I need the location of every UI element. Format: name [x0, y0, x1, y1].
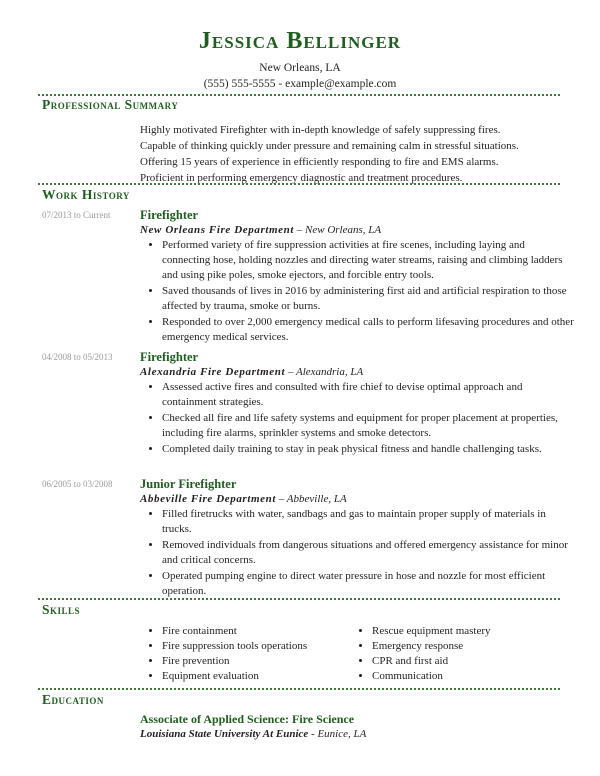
- list-item: • CPR and first aid: [372, 654, 572, 669]
- job-company-line: [140, 224, 381, 236]
- skills-list-right: [358, 624, 572, 684]
- company-name: Abbeville Fire Department: [140, 493, 276, 505]
- skills-list-left: [148, 624, 362, 684]
- list-item: • Completed daily training to stay in peak physical fitness and handle challenging tasks.: [162, 442, 574, 457]
- list-item: • Checked all fire and life safety systems and equipment for proper placement at properties, including fire alarms, sprinkler systems and smoke detectors.: [162, 411, 574, 441]
- skills-heading: Skills: [42, 602, 81, 617]
- divider: [38, 598, 560, 600]
- divider: [38, 183, 560, 185]
- summary-line: Highly motivated Firefighter with in-depth knowledge of safely suppressing fires.: [140, 124, 501, 136]
- job-dates: 06/2005 to 03/2008: [42, 479, 113, 489]
- list-item: • Removed individuals from dangerous situations and offered emergency assistance for minor and critical concerns.: [162, 538, 574, 568]
- list-item: • Filled firetrucks with water, sandbags and gas to maintain proper supply of materials in trucks.: [162, 507, 574, 537]
- list-item: • Responded to over 2,000 emergency medical calls to perform lifesaving procedures and other emergency medical services.: [162, 315, 574, 345]
- list-item: • Communication: [372, 669, 572, 684]
- list-item: • Operated pumping engine to direct water pressure in hose and nozzle for most efficient operation.: [162, 569, 574, 599]
- company-location: – Alexandria, LA: [285, 366, 364, 378]
- school-location: - Eunice, LA: [308, 728, 367, 740]
- summary-line: Proficient in performing emergency diagnostic and treatment procedures.: [140, 172, 463, 184]
- company-name: Alexandria Fire Department: [140, 366, 286, 378]
- job-dates: 07/2013 to Current: [42, 210, 111, 220]
- location: New Orleans, LA: [259, 62, 341, 74]
- job-title: Firefighter: [140, 350, 199, 364]
- contact-line: (555) 555-5555 - example@example.com: [203, 78, 397, 90]
- education-school-line: [140, 728, 366, 740]
- summary-line: Offering 15 years of experience in efficiently responding to fire and EMS alarms.: [140, 156, 499, 168]
- list-item: • Assessed active fires and consulted with fire chief to devise optimal approach and containment strategies.: [162, 380, 574, 410]
- school-name: Louisiana State University At Eunice: [140, 728, 309, 740]
- divider: [38, 94, 560, 96]
- education-heading: Education: [42, 692, 104, 707]
- summary-text: [140, 122, 560, 186]
- list-item: • Emergency response: [372, 639, 572, 654]
- summary-line: Capable of thinking quickly under pressure and remaining calm in stressful situations.: [140, 140, 519, 152]
- list-item: • Equipment evaluation: [162, 669, 362, 684]
- list-item: • Rescue equipment mastery: [372, 624, 572, 639]
- company-name: New Orleans Fire Department: [140, 224, 295, 236]
- list-item: • Fire containment: [162, 624, 362, 639]
- list-item: • Fire prevention: [162, 654, 362, 669]
- list-item: • Performed variety of fire suppression activities at fire scenes, including laying and connecting hose, holding nozzles and directing water streams, raising and climbing ladders and using pike poles, smoke ejectors, and forcible entry tools.: [162, 238, 574, 283]
- job-title: Junior Firefighter: [140, 477, 237, 491]
- work-history-heading: Work History: [42, 187, 130, 202]
- list-item: • Fire suppression tools operations: [162, 639, 362, 654]
- job-title: Firefighter: [140, 208, 199, 222]
- job-company-line: [140, 366, 363, 378]
- job-duties: [148, 507, 574, 600]
- job-duties: [148, 238, 574, 346]
- divider: [38, 688, 560, 690]
- job-duties: [148, 380, 574, 458]
- company-location: – New Orleans, LA: [294, 224, 382, 236]
- job-dates: 04/2008 to 05/2013: [42, 352, 113, 362]
- company-location: – Abbeville, LA: [275, 493, 347, 505]
- job-company-line: [140, 493, 347, 505]
- list-item: • Saved thousands of lives in 2016 by administering first aid and artificial respiration to those affected by trauma, smoke or burns.: [162, 284, 574, 314]
- summary-heading: Professional Summary: [42, 97, 179, 112]
- candidate-name: Jessica Bellinger: [198, 28, 402, 54]
- education-degree: Associate of Applied Science: Fire Science: [140, 712, 355, 726]
